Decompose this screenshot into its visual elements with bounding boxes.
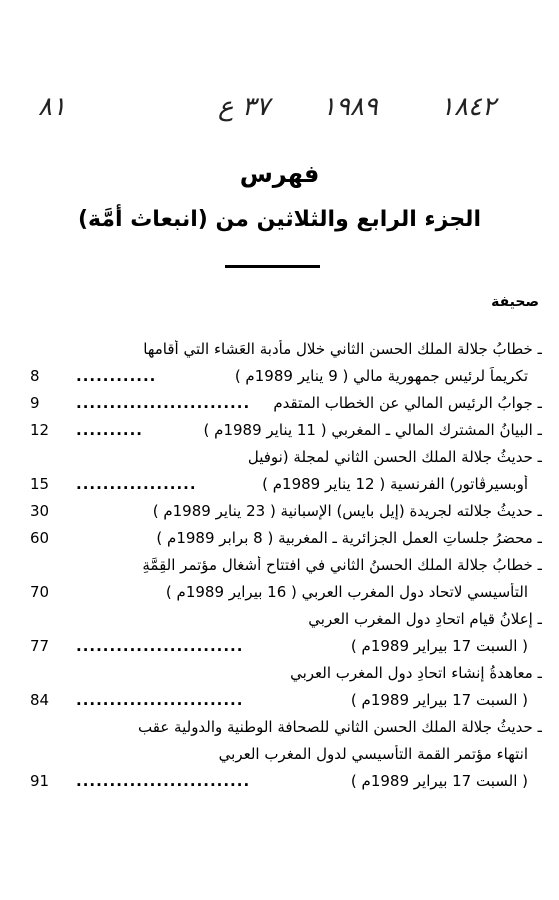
- toc-entry: [30, 443, 542, 470]
- toc-leader-dots: .........................: [76, 636, 244, 655]
- page-subtitle: الجزء الرابع والثلاثين من (انبعاث أمَّة): [77, 207, 481, 232]
- toc-entry-text: أوبسيرڤاتور) الفرنسية ( 12 يناير 1989م ): [262, 474, 528, 493]
- toc-entry: [30, 767, 542, 794]
- toc-page-number: 8: [30, 366, 40, 385]
- handwritten-note-left: ٨١: [38, 92, 66, 122]
- toc-entry: [30, 578, 542, 605]
- toc-entry: [30, 740, 542, 767]
- toc-page-number: 91: [30, 771, 50, 790]
- toc-leader-dots: ..................: [76, 474, 197, 493]
- toc-entry: [30, 335, 542, 362]
- toc-entry-text: ـ حديثُ جلالة الملك الحسن الثاني لمجلة (نوفيل: [247, 447, 542, 466]
- toc-entry-text: ـ جوابُ الرئيس المالي عن الخطاب المتقدم: [273, 393, 542, 412]
- toc-page-number: 84: [30, 690, 50, 709]
- toc-page-number: 9: [30, 393, 40, 412]
- toc-entry: [30, 713, 542, 740]
- toc-entry-text: التأسيسي لاتحاد دول المغرب العربي ( 16 بيراير 1989م ): [165, 582, 528, 601]
- toc-entry-text: ـ حديثُ جلالته لجريدة (إيل بايس) الإسبانية ( 23 يناير 1989م ): [152, 501, 542, 520]
- toc-entry-text: ـ إعلانُ قيام اتحادِ دول المغرب العربي: [308, 609, 542, 628]
- toc-entry-text: انتهاء مؤتمر القمة التأسيسي لدول المغرب العربي: [218, 744, 528, 763]
- page-title: فهرس: [239, 160, 320, 188]
- toc-leader-dots: ..........: [76, 420, 143, 439]
- toc-entry: [30, 524, 542, 551]
- toc-leader-dots: ..........................: [76, 393, 251, 412]
- toc-entry: [30, 362, 542, 389]
- handwritten-note-middle-a: ٣٧ ع: [218, 92, 270, 122]
- toc-leader-dots: ............: [76, 366, 157, 385]
- toc-entry-text: ( السبت 17 بيراير 1989م ): [350, 771, 528, 790]
- toc-entry: [30, 416, 542, 443]
- handwritten-note-right: ١٨٤٢: [440, 92, 496, 122]
- toc-page-number: 60: [30, 528, 50, 547]
- toc-entry: [30, 686, 542, 713]
- toc-page-number: 12: [30, 420, 50, 439]
- toc-entry: [30, 551, 542, 578]
- toc-entry-text: تكريماً لرئيس جمهورية مالي ( 9 يناير 1989م ): [234, 366, 528, 385]
- handwritten-note-middle-b: ١٩٨٩: [322, 92, 378, 122]
- toc-page-number: 15: [30, 474, 50, 493]
- toc-page-number: 77: [30, 636, 50, 655]
- toc-entry-text: ـ محضرُ جلساتِ العمل الجزائرية ـ المغربية ( 8 برابر 1989م ): [156, 528, 542, 547]
- toc-entry: [30, 605, 542, 632]
- toc-entry-text: ـ خطابُ جلالة الملك الحسن الثاني خلال مأدبة العَشاء التي أقامها: [143, 339, 542, 358]
- toc-entry: [30, 497, 542, 524]
- toc-entry-text: ( السبت 17 بيراير 1989م ): [350, 690, 528, 709]
- toc-leader-dots: ..........................: [76, 771, 251, 790]
- toc-entry-text: ـ حديثُ جلالة الملك الحسن الثاني للصحافة الوطنية والدولية عقب: [138, 717, 542, 736]
- toc-entry: [30, 659, 542, 686]
- title-divider: [225, 265, 320, 268]
- toc-entry: [30, 632, 542, 659]
- toc-entry-text: ( السبت 17 بيراير 1989م ): [350, 636, 528, 655]
- toc-entry-text: ـ البيانُ المشترك المالي ـ المغربي ( 11 يناير 1989م ): [203, 420, 542, 439]
- toc-page-number: 70: [30, 582, 50, 601]
- toc-entry: [30, 389, 542, 416]
- toc-entry-text: ـ خطابُ جلالة الملك الحسنُ الثاني في افتتاح أشغال مؤتمر القِمَّةِ: [142, 555, 542, 574]
- page-column-label: صحيفة: [491, 294, 539, 310]
- table-of-contents: [30, 335, 542, 794]
- toc-entry: [30, 470, 542, 497]
- toc-entry-text: ـ معاهدةُ إنشاء اتحادِ دول المغرب العربي: [290, 663, 542, 682]
- toc-page-number: 30: [30, 501, 50, 520]
- toc-leader-dots: .........................: [76, 690, 244, 709]
